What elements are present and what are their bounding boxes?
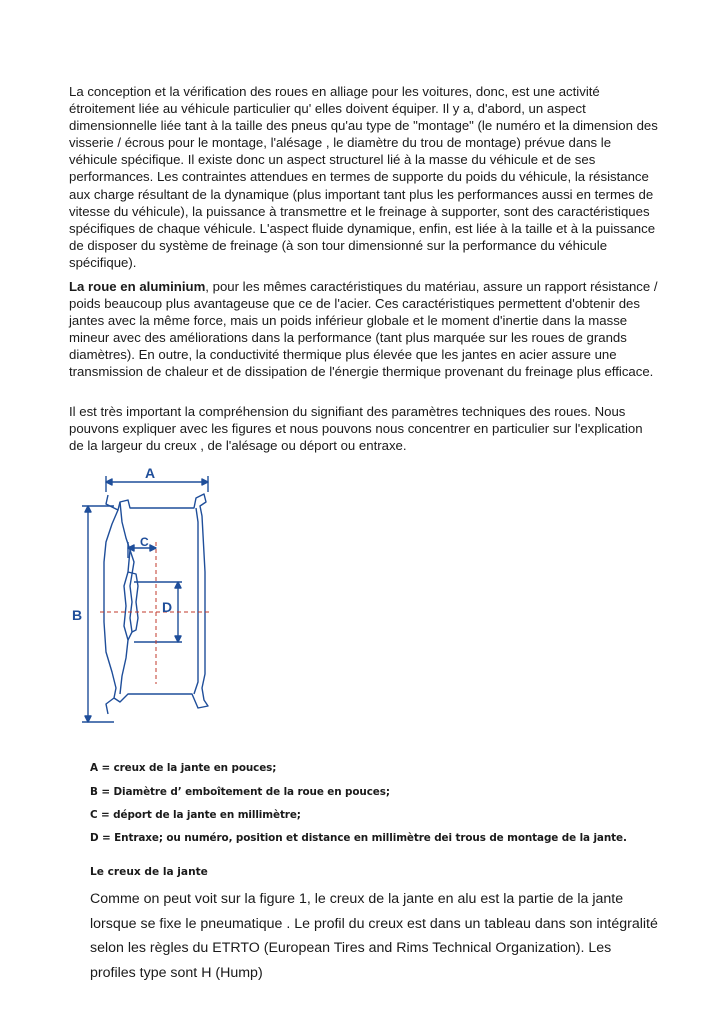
paragraph-aluminium-text: , pour les mêmes caractéristiques du matériau, assure un rapport résistance / poids beaucoup plus avantageuse que ce de l'acier. Ces caractéristiques permettent d'obtenir des jantes avec la même force, mais un poids inférieur globale et le moment d'inertie dans la masse mineur avec des améliorations dans la performance (tant plus marquée sur les roues de grands diamètres). En outre, la conductivité thermique plus élevée que les jantes en acier assure une transmission de chaleur et de dissipation de l'énergie thermique provenant du freinage plus efficace.: [69, 279, 658, 380]
rim-hub: [128, 572, 138, 632]
dimension-d-label: D: [162, 599, 173, 615]
legend-item-c: C = déport de la jante en millimètre;: [90, 809, 301, 821]
paragraph-aluminium: [69, 278, 659, 381]
legend-item-b: B = Diamètre d’ emboîtement de la roue en pouces;: [90, 786, 390, 798]
paragraph-aluminium-heading: La roue en aluminium: [69, 279, 206, 294]
dimension-a-label: A: [144, 465, 156, 481]
legend-item-d: D = Entraxe; ou numéro, position et distance en millimètre dei trous de montage de la jante.: [90, 832, 627, 844]
paragraph-intro: La conception et la vérification des roues en alliage pour les voitures, donc, est une activité étroitement liée au véhicule particulier qu' elles doivent équiper. Il y a, d'abord, un aspect dimensionnelle liée tant à la taille des pneus qu'au type de "montage" (le numéro et la dimension des visserie / écrous pour le montage, l'alésage , le diamètre du trou de montage) prévue dans le véhicule spécifique. Il existe donc un aspect structurel lié à la masse du véhicule et de ses performances. Les contraintes attendues en termes de supporte du poids du véhicule, la résistance aux charge résultant de la dynamique (plus important tant plus les performances aussi en termes de vitesse du véhicule), la puissance à transmettre et le freinage à supporter, sont des caractéristiques spécifiques de chaque véhicule. L'aspect fluide dynamique, enfin, est liée à la taille et à la puissance de disposer du système de freinage (à son tour dimensionné sur la performance du véhicule spécifique).: [69, 84, 658, 270]
legend-item-a: A = creux de la jante en pouces;: [90, 762, 277, 774]
paragraph-parameters: Il est très important la compréhension du signifiant des paramètres techniques des roues. Nous pouvons expliquer avec les figures et nous pouvons nous concentrer en particulier sur l'explication de la largeur du creux , de l'alésage ou déport ou entraxe.: [69, 404, 643, 454]
dimension-c-label: C: [140, 535, 149, 549]
wheel-cross-section-figure: [70, 462, 230, 737]
dimension-b-label: B: [72, 607, 83, 623]
paragraph-creux: Comme on peut voit sur la figure 1, le creux de la jante en alu est la partie de la jante lorsque se fixe le pneumatique . Le profil du creux est dans un tableau dans son intégralité selon les règles du ETRTO (European Tires and Rims Technical Organization). Les profiles type sont H (Hump): [90, 891, 658, 981]
rim-disc-profile: [120, 502, 130, 694]
section-title: Le creux de la jante: [90, 866, 208, 878]
rim-inner-line: [194, 508, 198, 694]
